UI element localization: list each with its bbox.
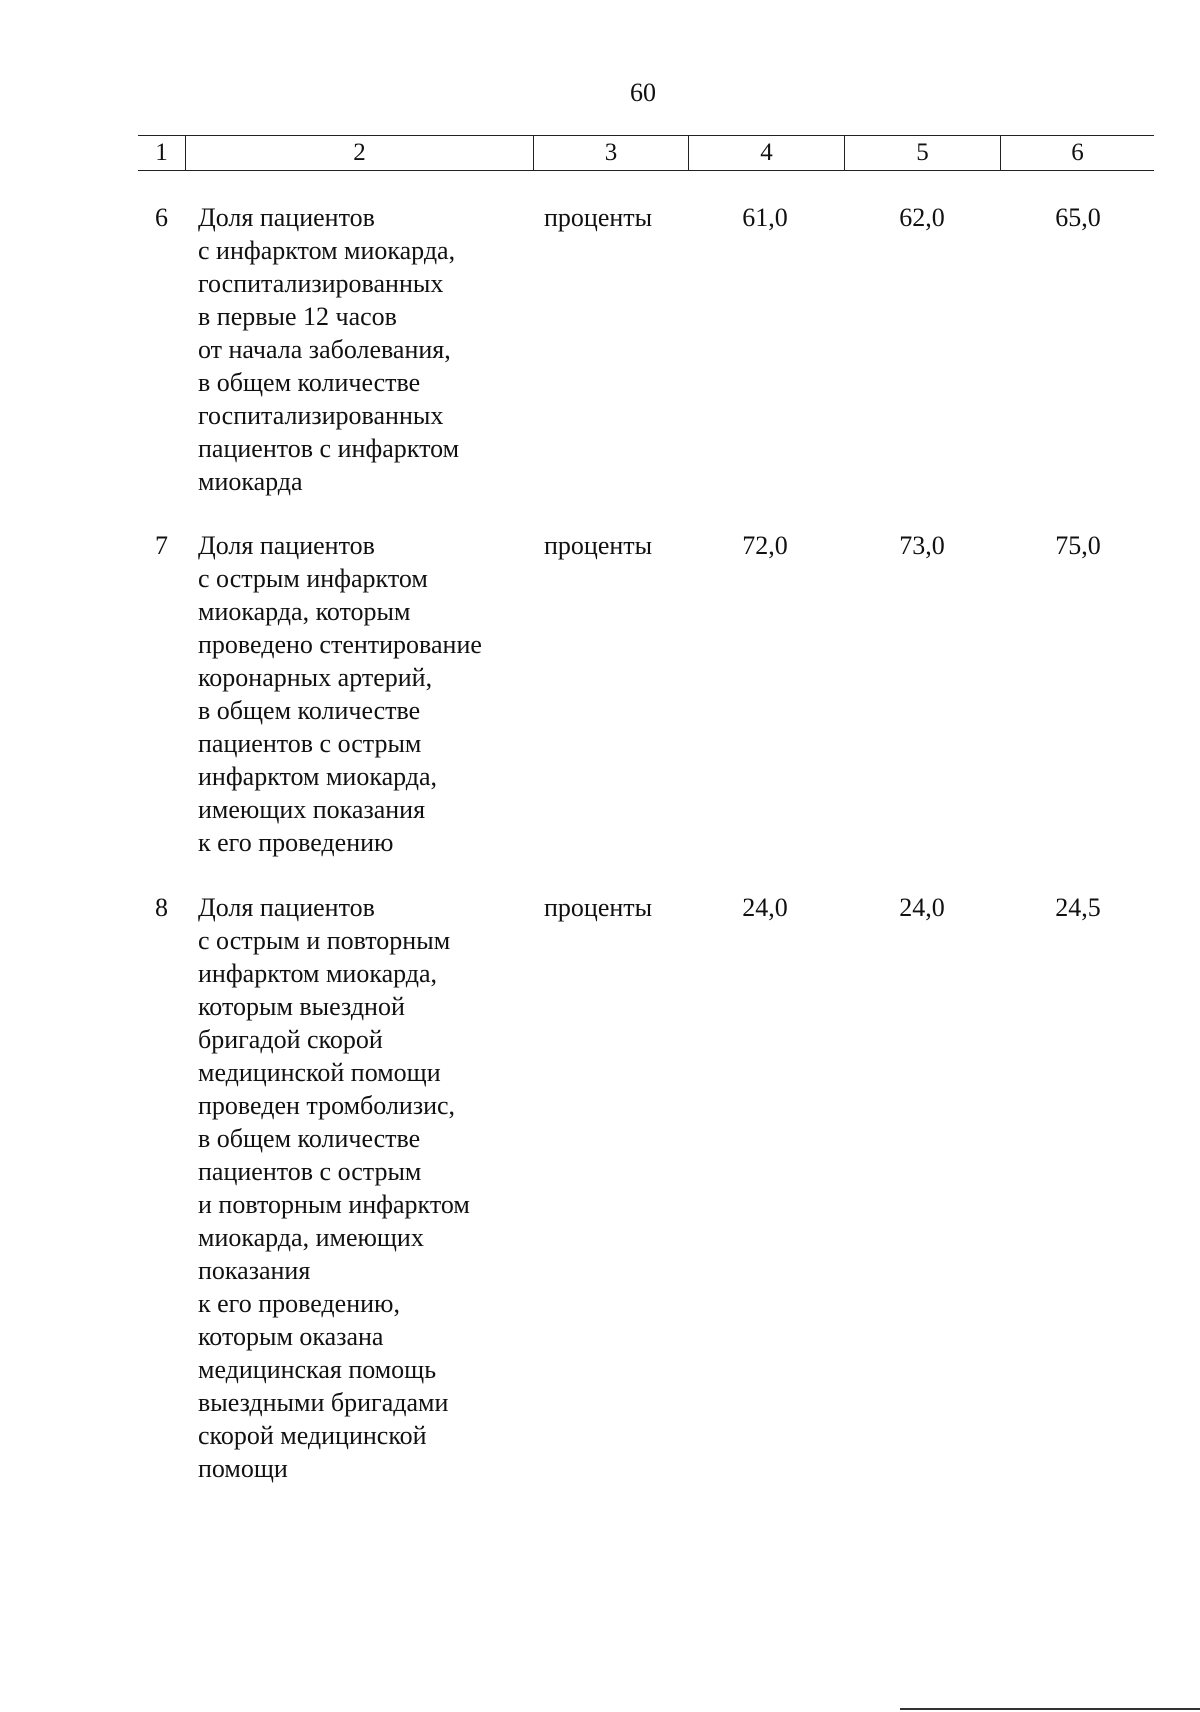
header-cell-5: 5 (844, 136, 1000, 170)
description-line: помощи (198, 1454, 288, 1483)
description-line: от начала заболевания, (198, 335, 451, 364)
description-line: инфарктом миокарда, (198, 762, 438, 791)
value-col4: 72,0 (742, 531, 788, 560)
description-line: показания (198, 1256, 311, 1285)
value-col4: 24,0 (742, 893, 788, 922)
description-line: имеющих показания (198, 795, 426, 824)
description-line: которым оказана (198, 1322, 384, 1351)
unit-cell: проценты (544, 893, 653, 922)
indicator-description (198, 201, 538, 498)
value-col4: 61,0 (742, 203, 788, 232)
page-number: 60 (630, 78, 656, 107)
description-line: госпитализированных (198, 269, 444, 298)
description-line: инфарктом миокарда, (198, 959, 438, 988)
description-line: к его проведению, (198, 1289, 400, 1318)
description-line: медицинской помощи (198, 1058, 441, 1087)
description-line: скорой медицинской (198, 1421, 427, 1450)
description-line: медицинская помощь (198, 1355, 437, 1384)
description-line: с острым инфарктом (198, 564, 428, 593)
row-number: 6 (155, 203, 168, 232)
indicator-description (198, 891, 538, 1485)
description-line: миокарда, которым (198, 597, 411, 626)
description-line: госпитализированных (198, 401, 444, 430)
indicator-description (198, 529, 538, 859)
header-cell-2: 2 (185, 136, 533, 170)
description-line: с острым и повторным (198, 926, 451, 955)
row-number: 7 (155, 531, 168, 560)
value-col6: 65,0 (1055, 203, 1101, 232)
description-line: бригадой скорой (198, 1025, 383, 1054)
description-line: пациентов с инфарктом (198, 434, 460, 463)
row-number: 8 (155, 893, 168, 922)
description-line: миокарда, имеющих (198, 1223, 424, 1252)
header-cell-1: 1 (155, 139, 168, 166)
description-line: выездными бригадами (198, 1388, 449, 1417)
description-line: Доля пациентов (198, 531, 375, 560)
description-line: пациентов с острым (198, 729, 422, 758)
value-col6: 24,5 (1055, 893, 1101, 922)
value-col5: 73,0 (899, 531, 945, 560)
description-line: в общем количестве (198, 1124, 421, 1153)
description-line: с инфарктом миокарда, (198, 236, 456, 265)
description-line: Доля пациентов (198, 203, 375, 232)
description-line: в общем количестве (198, 368, 421, 397)
description-line: и повторным инфарктом (198, 1190, 470, 1219)
description-line: проведен тромболизис, (198, 1091, 456, 1120)
value-col5: 24,0 (899, 893, 945, 922)
bottom-rule (900, 1708, 1200, 1710)
value-col5: 62,0 (899, 203, 945, 232)
table-header (138, 135, 1154, 171)
header-cell-4: 4 (688, 136, 844, 170)
header-cell-6: 6 (1000, 136, 1154, 170)
description-line: миокарда (198, 467, 303, 496)
description-line: в первые 12 часов (198, 302, 397, 331)
description-line: к его проведению (198, 828, 394, 857)
value-col6: 75,0 (1055, 531, 1101, 560)
description-line: Доля пациентов (198, 893, 375, 922)
description-line: в общем количестве (198, 696, 421, 725)
description-line: проведено стентирование (198, 630, 482, 659)
description-line: которым выездной (198, 992, 405, 1021)
header-cell-3: 3 (533, 136, 688, 170)
unit-cell: проценты (544, 531, 653, 560)
unit-cell: проценты (544, 203, 653, 232)
description-line: пациентов с острым (198, 1157, 422, 1186)
description-line: коронарных артерий, (198, 663, 433, 692)
